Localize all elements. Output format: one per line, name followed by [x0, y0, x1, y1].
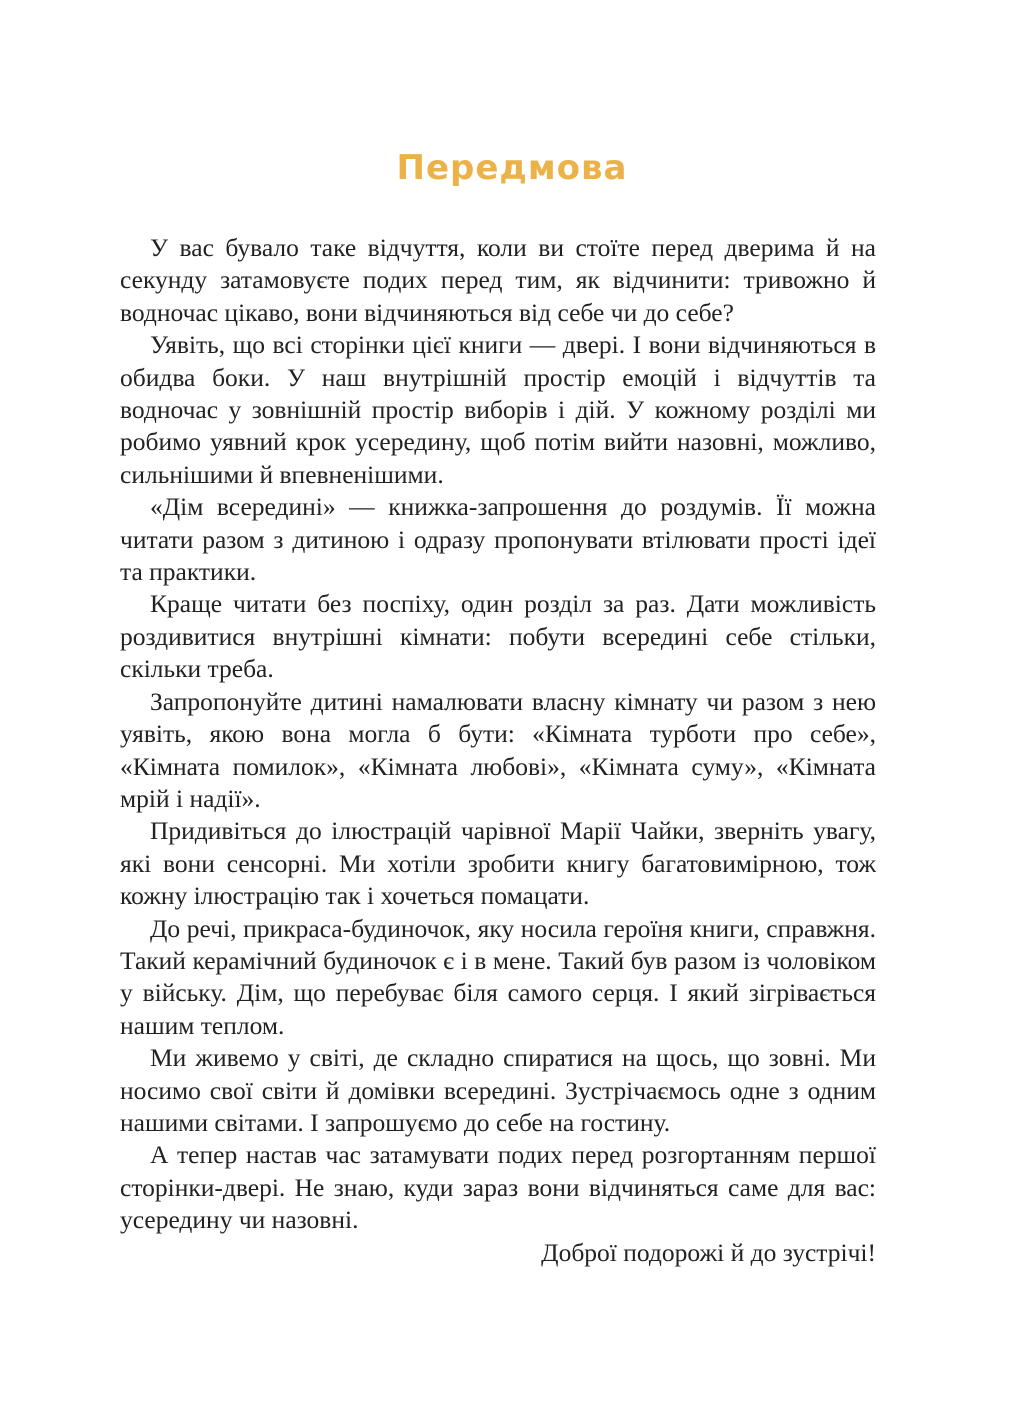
- page-title: Передмова: [396, 148, 628, 188]
- paragraph: Уявіть, що всі сторінки цієї книги — двері. І вони відчиняються в обидва боки. У наш внутрішній простір емоцій і відчуттів та водночас у зовнішній простір виборів і дій. У кожному розділі ми робимо уявний крок усередину, щоб потім вийти назовні, можливо, сильнішими й впевненішими.: [120, 330, 876, 489]
- paragraph: У вас бувало таке відчуття, коли ви стоїте перед дверима й на секунду затамовуєте подих перед тим, як відчинити: тривожно й водночас цікаво, вони відчиняються від себе чи до себе?: [120, 233, 876, 327]
- paragraph: До речі, прикраса-будиночок, яку носила героїня книги, справжня. Такий керамічний будиночок є і в мене. Такий був разом із чоловіком у війську. Дім, що перебуває біля самого серця. І який зігрівається нашим теплом.: [120, 913, 876, 1040]
- paragraph: Запропонуйте дитині намалювати власну кімнату чи разом з нею уявіть, якою вона могла б бути: «Кімната турботи про себе», «Кімната помилок», «Кімната любові», «Кімната суму», «Кімната мрій і надії».: [120, 686, 876, 813]
- paragraph: Придивіться до ілюстрацій чарівної Марії Чайки, зверніть увагу, які вони сенсорні. Ми хотіли зробити книгу багатовимірною, тож кожну ілюстрацію так і хочеться помацати.: [120, 816, 876, 911]
- paragraph: «Дім всередині» — книжка-запрошення до роздумів. Її можна читати разом з дитиною і одразу пропонувати втілювати прості ідеї та практики.: [120, 492, 876, 587]
- paragraph: Краще читати без поспіху, один розділ за раз. Дати можливість роздивитися внутрішні кімнати: побути всередині себе стільки, скільки треба.: [120, 589, 876, 684]
- paragraph: Ми живемо у світі, де складно спиратися на щось, що зовні. Ми носимо свої світи й домівки всередині. Зустрічаємось одне з одним нашими світами. І запрошуємо до себе на гостину.: [120, 1043, 876, 1137]
- paragraph: А тепер настав час затамувати подих перед розгортанням першої сторінки-двері. Не знаю, куди зараз вони відчиняться саме для вас: усередину чи назовні.: [120, 1140, 876, 1235]
- preface-text: [120, 232, 876, 1269]
- closing-line: Доброї подорожі й до зустрічі!: [541, 1237, 876, 1267]
